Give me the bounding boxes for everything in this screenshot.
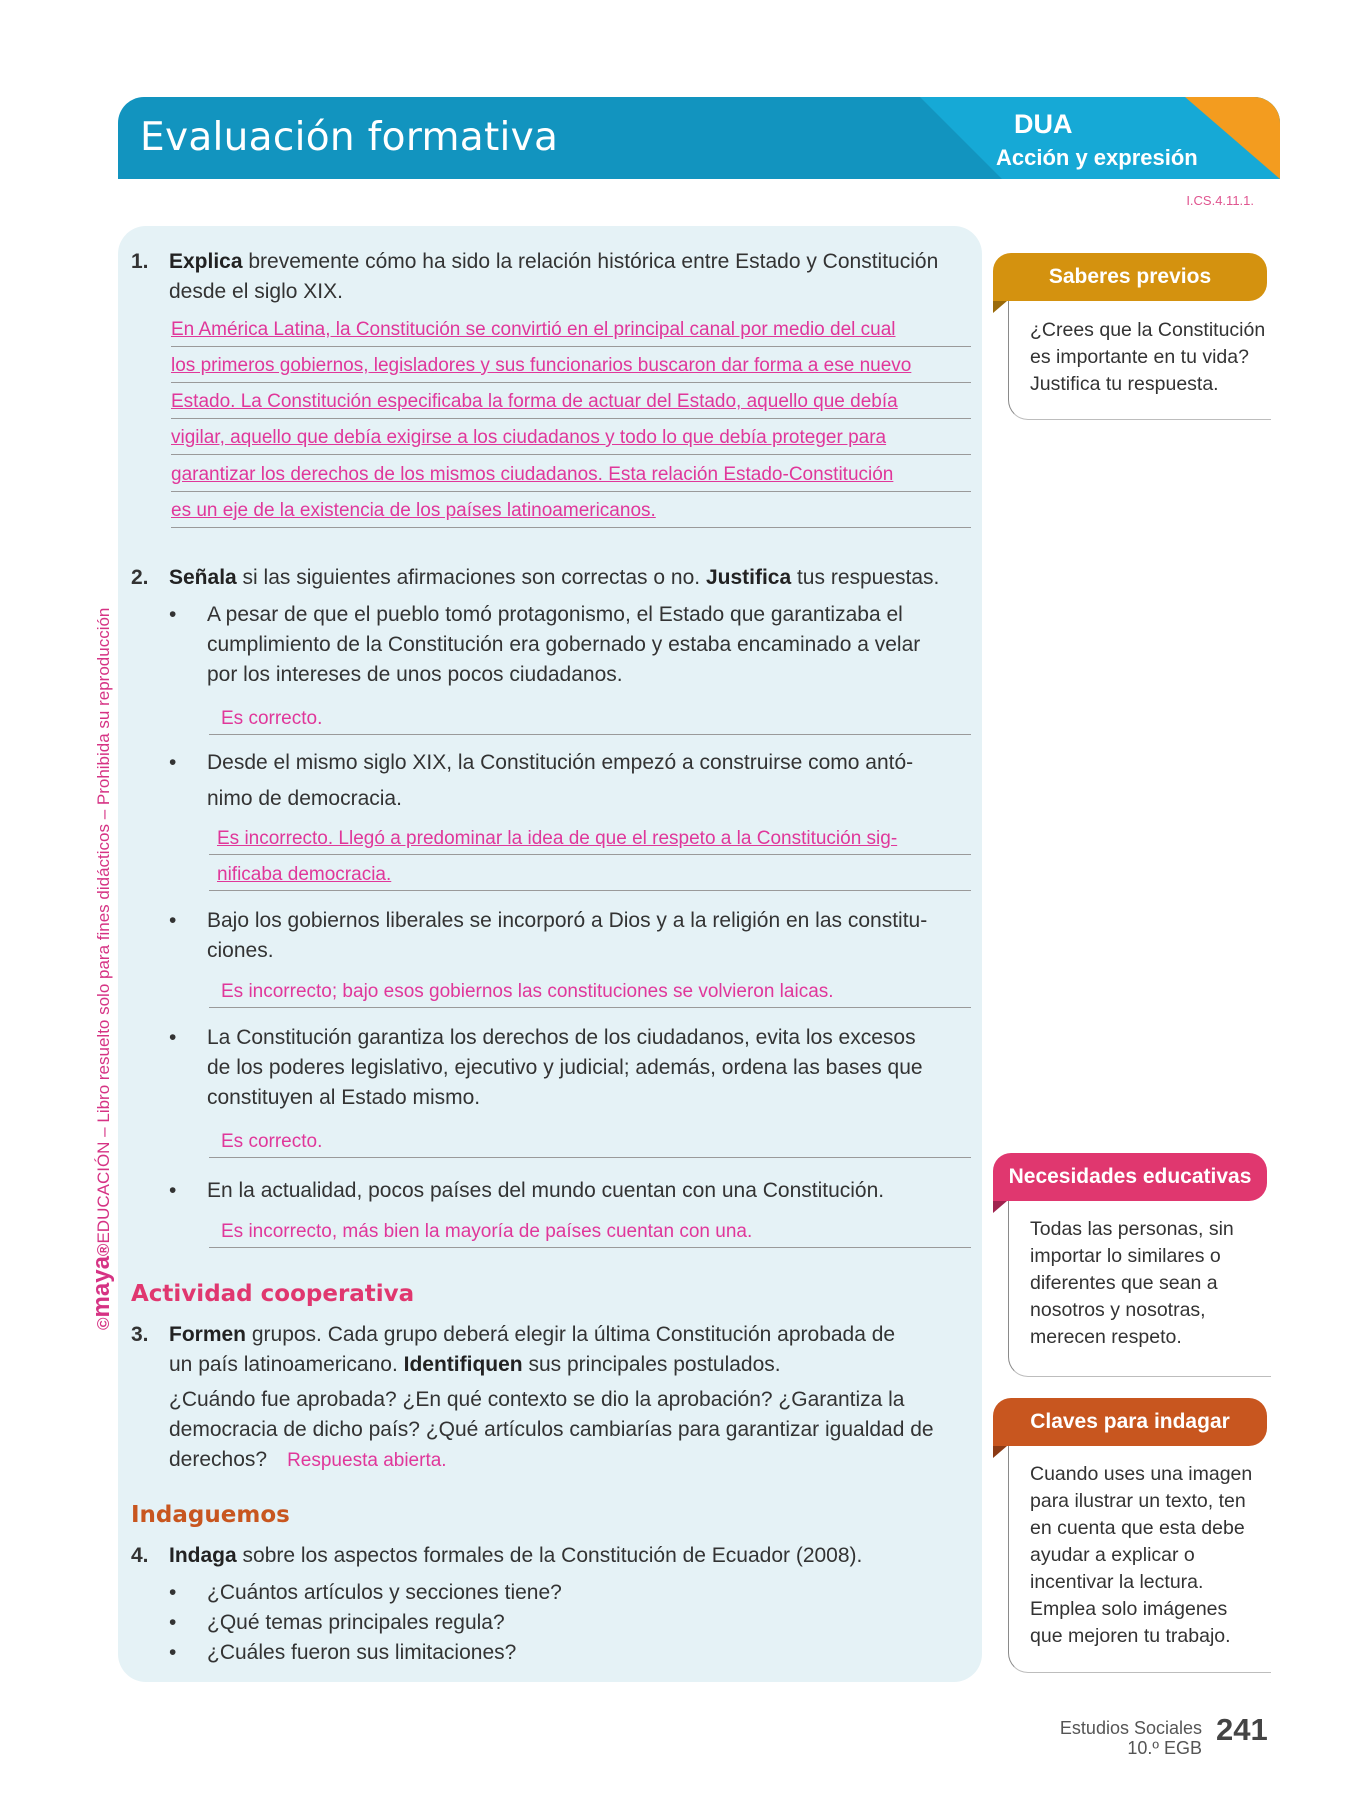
question-2 bbox=[131, 563, 971, 593]
answer-line[interactable] bbox=[171, 459, 971, 492]
question-text: un país latinoamericano. bbox=[169, 1353, 404, 1376]
sidebar-line: nosotros y nosotras, bbox=[1030, 1299, 1206, 1321]
copyright-side-label bbox=[88, 608, 116, 1330]
list-item-text: ¿Cuántos artículos y secciones tiene? bbox=[207, 1581, 562, 1604]
saberes-previos-tab: Saberes previos bbox=[993, 253, 1267, 301]
sidebar-line: es importante en tu vida? bbox=[1030, 346, 1249, 368]
question-verb: Señala bbox=[169, 566, 237, 589]
subject-name: Estudios Sociales bbox=[1059, 1718, 1202, 1738]
bullet: • bbox=[169, 1581, 177, 1604]
statement-line: ciones. bbox=[207, 939, 274, 962]
list-item-text: ¿Cuáles fueron sus limitaciones? bbox=[207, 1641, 517, 1664]
sidebar-line: que mejoren tu trabajo. bbox=[1030, 1625, 1231, 1647]
question-verb: Formen bbox=[169, 1323, 247, 1346]
answer-line[interactable] bbox=[171, 350, 971, 383]
answer-line[interactable] bbox=[171, 495, 971, 528]
answer-line[interactable] bbox=[209, 823, 971, 855]
statement-line: de los poderes legislativo, ejecutivo y judicial; además, ordena las bases que bbox=[207, 1056, 923, 1079]
answer-text: es un eje de la existencia de los países latinoamericanos. bbox=[171, 500, 656, 521]
bullet: • bbox=[169, 909, 177, 932]
statement-item bbox=[169, 1176, 979, 1206]
section-title-cooperative: Actividad cooperativa bbox=[131, 1281, 415, 1307]
question-text: sobre los aspectos formales de la Constitución de Ecuador (2008). bbox=[236, 1544, 863, 1567]
question-verb-2: Identifiquen bbox=[403, 1353, 523, 1376]
sidebar-line: diferentes que sean a bbox=[1030, 1272, 1218, 1294]
bullet: • bbox=[169, 1611, 177, 1634]
question-3-prompts bbox=[169, 1385, 979, 1475]
answer-text: Es correcto. bbox=[221, 708, 323, 729]
question-text: brevemente cómo ha sido la relación histórica entre Estado y Constitución bbox=[242, 250, 939, 273]
indicator-code: I.CS.4.11.1. bbox=[1186, 193, 1254, 208]
question-3 bbox=[131, 1320, 971, 1380]
prompt-line: ¿Cuándo fue aprobada? ¿En qué contexto se dio la aprobación? ¿Garantiza la bbox=[169, 1388, 905, 1411]
sidebar-line: Emplea solo imágenes bbox=[1030, 1598, 1228, 1620]
page-title: Evaluación formativa bbox=[140, 115, 559, 160]
question-number: 2. bbox=[131, 566, 149, 589]
question-text: si las siguientes afirmaciones son correctas o no. bbox=[236, 566, 706, 589]
statement-line: por los intereses de unos pocos ciudadanos. bbox=[207, 663, 623, 686]
statement-item bbox=[169, 1023, 979, 1113]
necesidades-educativas-tab: Necesidades educativas bbox=[993, 1153, 1267, 1201]
sidebar-line: ¿Crees que la Constitución bbox=[1030, 319, 1266, 341]
statement-line: En la actualidad, pocos países del mundo cuentan con una Constitución. bbox=[207, 1179, 885, 1202]
answer-line[interactable] bbox=[209, 976, 971, 1008]
header-banner bbox=[118, 97, 1280, 179]
answer-text: vigilar, aquello que debía exigirse a los ciudadanos y todo lo que debía proteger para bbox=[171, 427, 887, 448]
answer-text: los primeros gobiernos, legisladores y sus funcionarios buscaron dar forma a ese nuevo bbox=[171, 355, 912, 376]
question-1 bbox=[131, 247, 971, 307]
answer-text: En América Latina, la Constitución se convirtió en el principal canal por medio del cual bbox=[171, 319, 896, 340]
statement-item bbox=[169, 600, 979, 690]
bullet: • bbox=[169, 1641, 177, 1664]
list-item bbox=[169, 1608, 869, 1638]
statement-item bbox=[169, 745, 979, 815]
sidebar-line: Todas las personas, sin bbox=[1030, 1218, 1234, 1240]
bullet: • bbox=[169, 603, 177, 626]
statement-line: A pesar de que el pueblo tomó protagonismo, el Estado que garantizaba el bbox=[207, 603, 903, 626]
answer-line[interactable] bbox=[209, 1126, 971, 1158]
answer-text: nificaba democracia. bbox=[217, 864, 392, 885]
question-number: 4. bbox=[131, 1544, 149, 1567]
question-verb-2: Justifica bbox=[705, 566, 792, 589]
question-number: 1. bbox=[131, 250, 149, 273]
question-text: grupos. Cada grupo deberá elegir la última Constitución aprobada de bbox=[246, 1323, 896, 1346]
sidebar-line: ayudar a explicar o bbox=[1030, 1544, 1195, 1566]
side-label-text: EDUCACIÓN – Libro resuelto solo para fines didácticos – Prohibida su reproducción bbox=[94, 607, 113, 1244]
section-title-indaguemos: Indaguemos bbox=[131, 1502, 290, 1528]
list-item-text: ¿Qué temas principales regula? bbox=[207, 1611, 505, 1634]
question-number: 3. bbox=[131, 1323, 149, 1346]
statement-line: Bajo los gobiernos liberales se incorporó a Dios y a la religión en las constitu- bbox=[207, 909, 928, 932]
answer-line[interactable] bbox=[209, 859, 971, 891]
answer-line[interactable] bbox=[209, 1216, 971, 1248]
bullet: • bbox=[169, 751, 177, 774]
prompt-line: derechos? bbox=[169, 1448, 268, 1471]
statement-line: La Constitución garantiza los derechos de los ciudadanos, evita los excesos bbox=[207, 1026, 916, 1049]
answer-line[interactable] bbox=[171, 314, 971, 347]
sidebar-line: importar lo similares o bbox=[1030, 1245, 1221, 1267]
dua-subtitle: Acción y expresión bbox=[996, 145, 1198, 170]
answer-line[interactable] bbox=[171, 386, 971, 419]
answer-text: garantizar los derechos de los mismos ciudadanos. Esta relación Estado-Constitución bbox=[171, 464, 894, 485]
footer-subject bbox=[1060, 1718, 1202, 1758]
bullet: • bbox=[169, 1026, 177, 1049]
statement-item bbox=[169, 906, 979, 966]
copyright-symbol: © bbox=[94, 1317, 113, 1330]
answer-text: Es incorrecto. Llegó a predominar la idea de que el respeto a la Constitución sig- bbox=[217, 828, 898, 849]
question-4 bbox=[131, 1541, 971, 1571]
question-text-line2: desde el siglo XIX. bbox=[169, 280, 343, 303]
sidebar-line: incentivar la lectura. bbox=[1030, 1571, 1204, 1593]
sidebar-line: para ilustrar un texto, ten bbox=[1030, 1490, 1246, 1512]
sidebar-line: merecen respeto. bbox=[1030, 1326, 1182, 1348]
brand-name: maya bbox=[88, 1256, 115, 1318]
answer-line[interactable] bbox=[171, 422, 971, 455]
statement-line: cumplimiento de la Constitución era gobernado y estaba encaminado a velar bbox=[207, 633, 921, 656]
question-text-end: tus respuestas. bbox=[791, 566, 940, 589]
question-verb: Explica bbox=[169, 250, 243, 273]
statement-line: nimo de democracia. bbox=[207, 787, 402, 810]
statement-line: constituyen al Estado mismo. bbox=[207, 1086, 481, 1109]
answer-text: Es correcto. bbox=[221, 1131, 323, 1152]
question-verb: Indaga bbox=[169, 1544, 237, 1567]
list-item bbox=[169, 1638, 869, 1668]
grade-label: 10.º EGB bbox=[1127, 1738, 1202, 1758]
saberes-previos-text bbox=[1030, 317, 1270, 398]
list-item bbox=[169, 1578, 869, 1608]
registered-symbol: ® bbox=[94, 1243, 113, 1257]
necesidades-educativas-text bbox=[1030, 1216, 1270, 1351]
sidebar-line: en cuenta que esta debe bbox=[1030, 1517, 1245, 1539]
answer-text: Estado. La Constitución especificaba la forma de actuar del Estado, aquello que debía bbox=[171, 391, 898, 412]
sidebar-line: Justifica tu respuesta. bbox=[1030, 373, 1219, 395]
sidebar-line: Cuando uses una imagen bbox=[1030, 1463, 1253, 1485]
answer-text: Es incorrecto, más bien la mayoría de países cuentan con una. bbox=[221, 1221, 753, 1242]
dua-title: DUA bbox=[1014, 109, 1073, 139]
prompt-line: democracia de dicho país? ¿Qué artículos cambiarías para garantizar igualdad de bbox=[169, 1418, 934, 1441]
bullet: • bbox=[169, 1179, 177, 1202]
claves-para-indagar-tab: Claves para indagar bbox=[993, 1398, 1267, 1446]
claves-para-indagar-text bbox=[1030, 1461, 1270, 1650]
page-number: 241 bbox=[1216, 1712, 1268, 1747]
statement-line: Desde el mismo siglo XIX, la Constitución empezó a construirse como antó- bbox=[207, 751, 914, 774]
answer-line[interactable] bbox=[209, 703, 971, 735]
answer-text: Respuesta abierta. bbox=[287, 1450, 447, 1471]
question-text: sus principales postulados. bbox=[522, 1353, 781, 1376]
answer-text: Es incorrecto; bajo esos gobiernos las constituciones se volvieron laicas. bbox=[221, 981, 834, 1002]
